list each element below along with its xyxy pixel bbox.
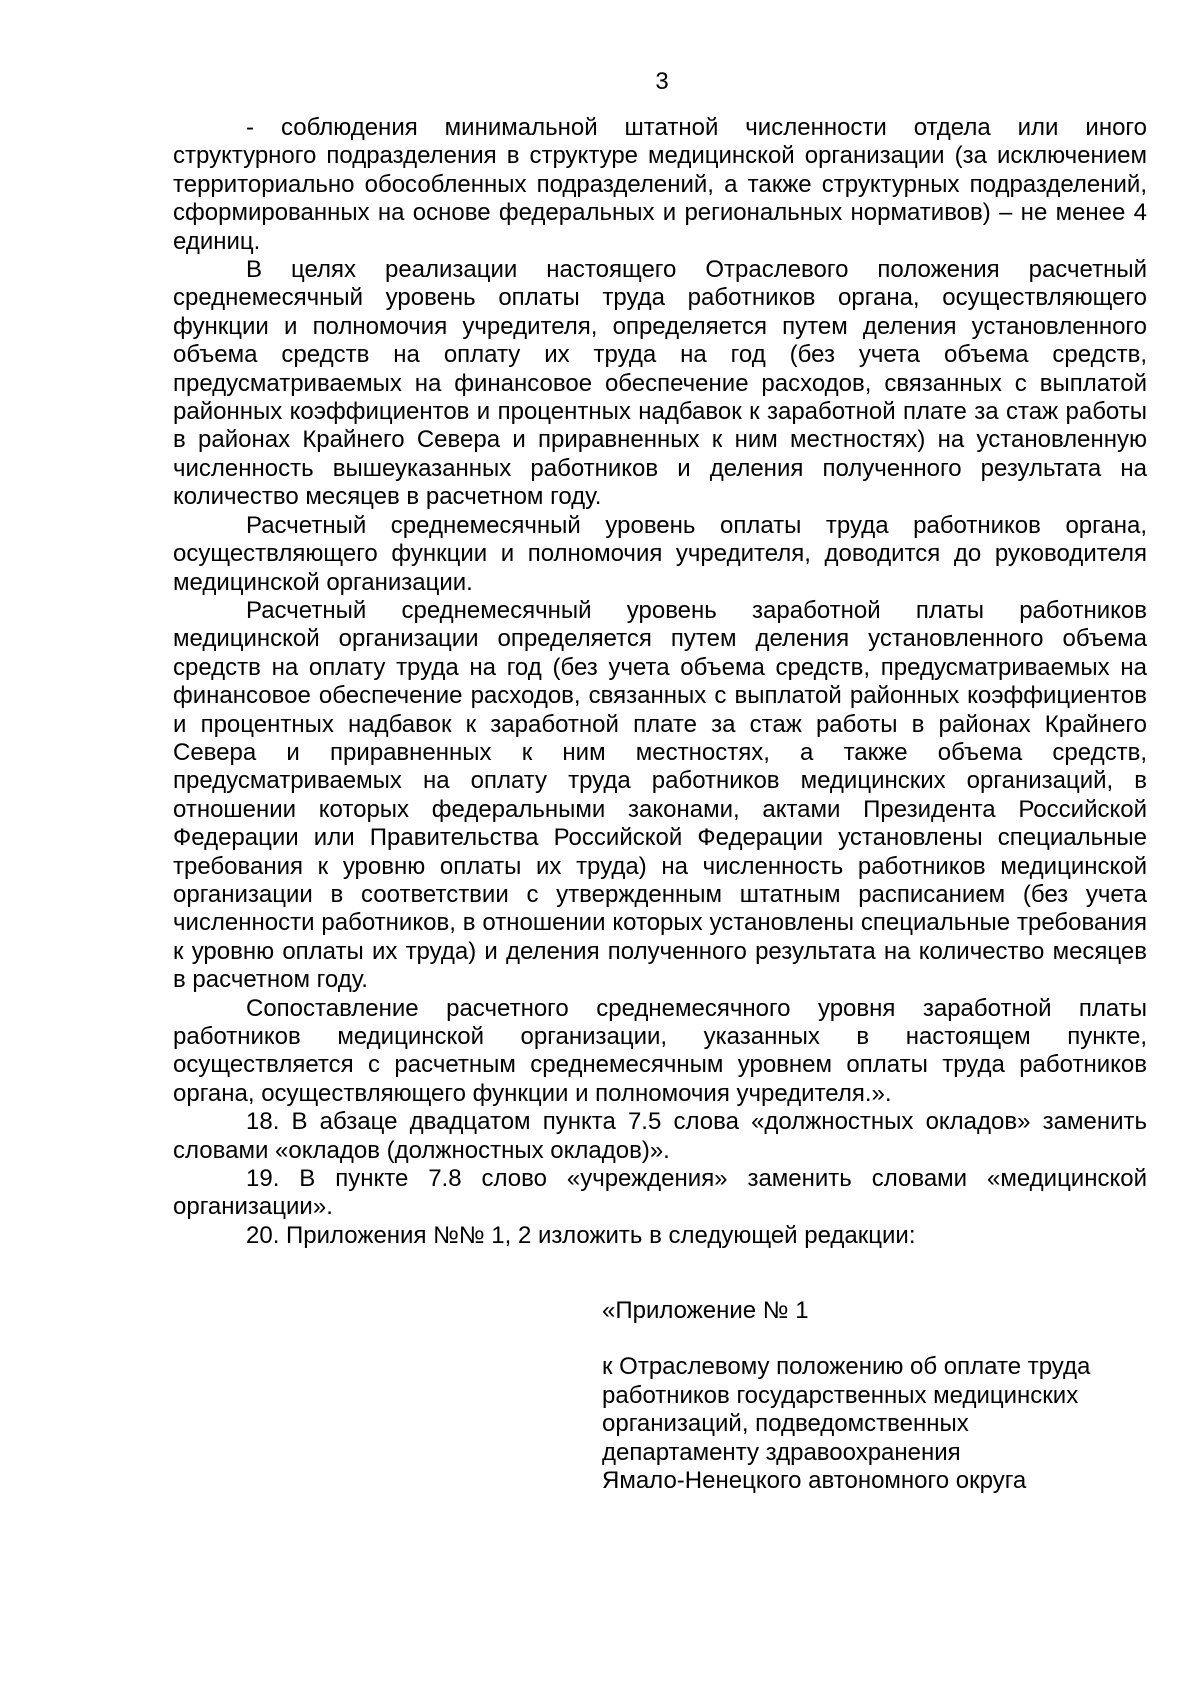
paragraph-salary-comparison: Сопоставление расчетного среднемесячного уровня заработной платы работников медицинской организации, указанных в настоящем пункте, осуществляется с расчетным среднемесячным уровнем оплаты труда работников органа, осуществляющего функции и полномочия учредителя.». [173, 994, 1147, 1107]
appendix-header [602, 1297, 1162, 1495]
page-number: 3 [655, 68, 669, 95]
document-body [173, 114, 1147, 1250]
paragraph-item-18: 18. В абзаце двадцатом пункта 7.5 слова «должностных окладов» заменить словами «окладов (должностных окладов)». [173, 1108, 1147, 1164]
paragraph-organization-salary-level: Расчетный среднемесячный уровень заработной платы работников медицинской организации определяется путем деления установленного объема средств на оплату труда на год (без учета объема средств, предусматриваемых на финансовое обеспечение расходов, связанных с выплатой районных коэффициентов и процентных надбавок к заработной плате за стаж работы в районах Крайнего Севера и приравненных к ним местностях, а также объема средств, предусматриваемых на оплату труда работников медицинских организаций, в отношении которых федеральными законами, актами Президента Российской Федерации или Правительства Российской Федерации установлены специальные требования к уровню оплаты их труда) на численность работников медицинской организации в соответствии с утвержденным штатным расписанием (без учета численности работников, в отношении которых установлены специальные требования к уровню оплаты их труда) и деления полученного результата на количество месяцев в расчетном году. [173, 596, 1147, 994]
paragraph-item-20: 20. Приложения №№ 1, 2 изложить в следующей редакции: [246, 1221, 916, 1249]
appendix-subtitle-line: департаменту здравоохранения [602, 1438, 961, 1466]
appendix-subtitle-line: организаций, подведомственных [602, 1410, 969, 1438]
paragraph-item-19: 19. В пункте 7.8 слово «учреждения» заменить словами «медицинской организации». [173, 1165, 1147, 1221]
paragraph-staff-minimum: - соблюдения минимальной штатной численности отдела или иного структурного подразделения в структуре медицинской организации (за исключением территориально обособленных подразделений, а также структурных подразделений, сформированных на основе федеральных и региональных нормативов) – не менее 4 единиц. [173, 114, 1147, 255]
appendix-title: «Приложение № 1 [602, 1297, 809, 1324]
appendix-subtitle-line: к Отраслевому положению об оплате труда [602, 1353, 1091, 1381]
appendix-subtitle-line: Ямало-Ненецкого автономного округа [602, 1467, 1027, 1495]
paragraph-founder-salary-level: В целях реализации настоящего Отраслевого положения расчетный среднемесячный уровень оплаты труда работников органа, осуществляющего функции и полномочия учредителя, определяется путем деления установленного объема средств на оплату их труда на год (без учета объема средств, предусматриваемых на финансовое обеспечение расходов, связанных с выплатой районных коэффициентов и процентных надбавок к заработной плате за стаж работы в районах Крайнего Севера и приравненных к ним местностях) на установленную численность вышеуказанных работников и деления полученного результата на количество месяцев в расчетном году. [173, 256, 1147, 511]
paragraph-salary-level-communicated: Расчетный среднемесячный уровень оплаты труда работников органа, осуществляющего функции и полномочия учредителя, доводится до руководителя медицинской организации. [173, 511, 1147, 596]
appendix-subtitle-line: работников государственных медицинских [602, 1381, 1079, 1409]
appendix-subtitle [602, 1353, 1162, 1495]
